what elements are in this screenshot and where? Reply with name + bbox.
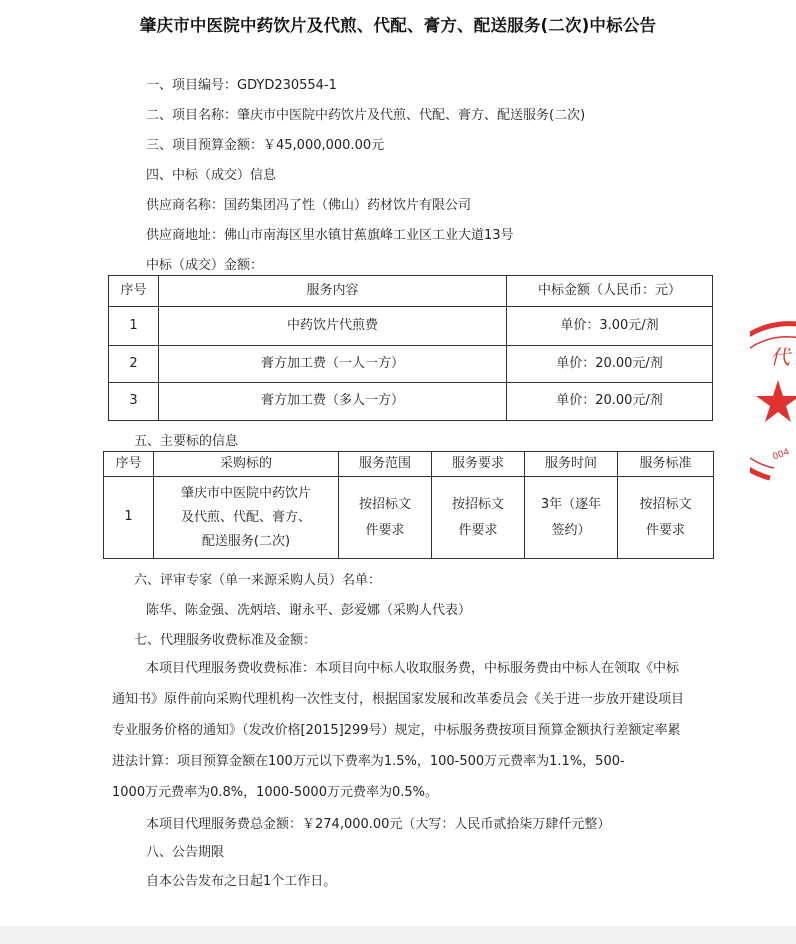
fee-paragraph-line: 进法计算：项目预算金额在100万元以下费率为1.5%，100-500万元费率为1.1%，500- — [112, 754, 625, 769]
announcement-title: 肇庆市中医院中药饮片及代煎、代配、膏方、配送服务(二次)中标公告 — [139, 16, 657, 35]
table-cell: 单价：20.00元/剂 — [507, 346, 713, 383]
table-cell — [154, 477, 339, 559]
project-budget: 三、项目预算金额：￥45,000,000.00元 — [146, 138, 385, 153]
cell-line: 签约） — [551, 522, 591, 538]
cell-line: 件要求 — [365, 522, 405, 538]
table-cell — [525, 477, 618, 559]
notice-period: 自本公告发布之日起1个工作日。 — [146, 874, 337, 889]
column-header: 服务内容 — [159, 276, 507, 307]
table-cell: 单价：20.00元/剂 — [507, 383, 713, 421]
main-items-heading: 五、主要标的信息 — [134, 434, 239, 449]
column-header: 服务要求 — [432, 452, 525, 477]
table-cell — [618, 477, 714, 559]
column-header: 服务时间 — [525, 452, 618, 477]
table-cell: 单价：3.00元/剂 — [507, 307, 713, 346]
table-cell — [339, 477, 432, 559]
fee-paragraph-line: 1000万元费率为0.8%，1000-5000万元费率为0.5%。 — [112, 785, 438, 800]
seal-text-bottom: 004 — [771, 447, 791, 463]
experts-list: 陈华、陈金强、冼炳培、谢永平、彭爱娜（采购人代表） — [146, 603, 472, 618]
column-header: 服务范围 — [339, 452, 432, 477]
column-header: 中标金额（人民币：元） — [507, 276, 713, 307]
column-header: 序号 — [104, 452, 154, 477]
cell-line: 按招标文 — [358, 496, 411, 512]
column-header: 采购标的 — [154, 452, 339, 477]
award-amount-table — [108, 275, 713, 421]
red-seal-stamp — [750, 318, 796, 498]
table-cell: 1 — [104, 477, 154, 559]
main-items-table — [103, 451, 714, 559]
cell-line: 件要求 — [458, 522, 498, 538]
cell-line: 及代煎、代配、膏方、 — [180, 509, 311, 525]
table-cell: 膏方加工费（一人一方） — [159, 346, 507, 383]
award-amount-label: 中标（成交）金额： — [146, 258, 264, 273]
cell-line: 件要求 — [645, 522, 685, 538]
table-row — [104, 477, 714, 559]
supplier-name: 供应商名称：国药集团冯了性（佛山）药材饮片有限公司 — [146, 198, 472, 213]
cell-line: 肇庆市中医院中药饮片 — [180, 485, 311, 501]
cell-line: 按招标文 — [639, 496, 692, 512]
table-row — [109, 307, 713, 346]
award-info-heading: 四、中标（成交）信息 — [146, 168, 277, 183]
cell-line: 按招标文 — [451, 496, 504, 512]
table-header-row — [104, 452, 714, 477]
notice-period-heading: 八、公告期限 — [146, 845, 225, 860]
cell-line: 配送服务(二次) — [201, 533, 291, 549]
table-row — [109, 383, 713, 421]
fee-paragraph-line: 本项目代理服务费收费标准：本项目向中标人收取服务费，中标服务费由中标人在领取《中标 — [146, 661, 680, 676]
experts-heading: 六、评审专家（单一来源采购人员）名单： — [134, 573, 382, 588]
page-bottom-margin — [0, 926, 796, 944]
table-cell: 2 — [109, 346, 159, 383]
seal-star-icon — [756, 380, 796, 422]
table-cell: 1 — [109, 307, 159, 346]
project-name: 二、项目名称：肇庆市中医院中药饮片及代煎、代配、膏方、配送服务(二次) — [146, 108, 586, 123]
table-cell: 膏方加工费（多人一方） — [159, 383, 507, 421]
table-row — [109, 346, 713, 383]
fee-paragraph-line: 通知书》原件前向采购代理机构一次性支付，根据国家发展和改革委员会《关于进一步放开建设项目 — [112, 692, 685, 707]
column-header: 服务标准 — [618, 452, 714, 477]
table-header-row — [109, 276, 713, 307]
fee-paragraph-line: 专业服务价格的通知》（发改价格[2015]299号）规定，中标服务费按项目预算金额执行差额定率累 — [112, 723, 681, 738]
table-cell: 3 — [109, 383, 159, 421]
supplier-address: 供应商地址：佛山市南海区里水镇甘蕉旗峰工业区工业大道13号 — [146, 228, 514, 243]
table-cell: 中药饮片代煎费 — [159, 307, 507, 346]
fee-heading: 七、代理服务收费标准及金额： — [134, 633, 317, 648]
table-cell — [432, 477, 525, 559]
cell-line: 3年（逐年 — [540, 496, 602, 512]
fee-total: 本项目代理服务费总金额：￥274,000.00元（大写：人民币贰拾柒万肆仟元整） — [146, 817, 611, 832]
column-header: 序号 — [109, 276, 159, 307]
project-number: 一、项目编号：GDYD230554-1 — [146, 78, 337, 93]
seal-text-top: 代 — [770, 345, 790, 369]
